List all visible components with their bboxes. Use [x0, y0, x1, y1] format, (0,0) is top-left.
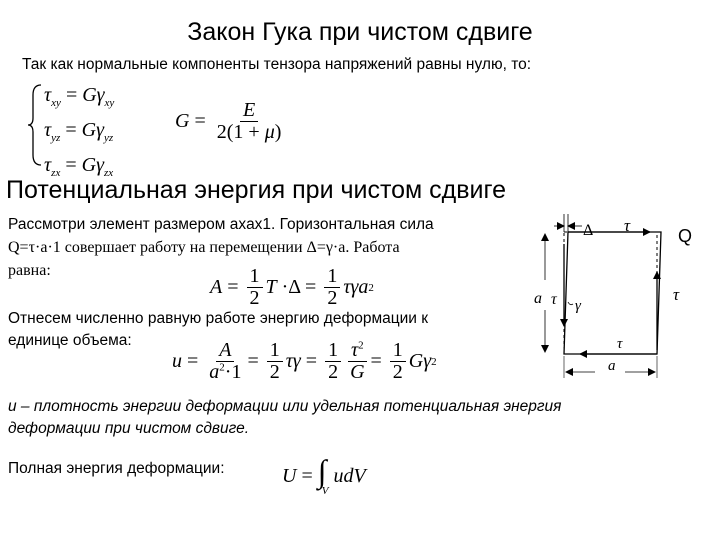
a-horizontal-label: a	[608, 358, 616, 374]
energy-density-eq: u = $\frac{A}{a^2\cdot 1}$ = $\frac{1}{2}$ τγ = $\frac{1}{2}$ $\frac{\tau^2}{G}$ = $\frac{1}{2}$ Gγ 2	[172, 339, 437, 383]
slide-title: Закон Гука при чистом сдвиге	[187, 18, 533, 46]
tau-bottom-label: τ	[617, 336, 623, 352]
para2-line2: единице объема:	[8, 332, 132, 349]
shear-modulus-eq: G = $\frac{E}{2(1 + \mu)}$	[175, 99, 282, 143]
para2-line1: Отнесем численно равную работе энергию деформации к	[8, 310, 428, 327]
Q-label: Q	[678, 226, 693, 246]
intro-text: Так как нормальные компоненты тензора напряжений равны нулю, то:	[22, 56, 532, 73]
gamma-label: γ	[575, 298, 581, 314]
tau-left-label: τ	[551, 291, 557, 308]
hooke-system	[26, 82, 166, 179]
total-energy-label: Полная энергия деформации:	[8, 460, 225, 477]
hooke-eq-zx: $\tau_{zx} = G\gamma_{zx}$	[44, 154, 114, 179]
section-title: Потенциальная энергия при чистом сдвиге	[6, 176, 506, 204]
tau-top-label: τ	[624, 216, 631, 235]
definition-line1: u – плотность энергии деформации или удельная потенциальная энергия	[8, 398, 562, 415]
hooke-eq-xy: $\tau_{xy} = G\gamma_{xy}$	[44, 84, 115, 109]
para1-line1: Рассмотри элемент размером аxаx1. Горизонтальная сила	[8, 216, 434, 233]
hooke-eq-yz: $\tau_{yz} = G\gamma_{yz}$	[44, 119, 114, 144]
tau-right-label: τ	[673, 285, 680, 304]
para1-line2: Q=τ·a·1 совершает работу на перемещении Δ=γ·a. Работа	[8, 239, 400, 256]
shear-element-diagram	[520, 210, 720, 385]
para1-line3: равна:	[8, 262, 51, 279]
delta-label: Δ	[583, 222, 594, 239]
brace-icon	[26, 82, 46, 168]
total-energy-eq: U = ∫ V udV	[282, 453, 366, 497]
definition-line2: деформации при чистом сдвиге.	[8, 420, 250, 437]
work-eq: A = $\frac{1}{2}$ T ·Δ = $\frac{1}{2}$ τγa 2	[210, 265, 374, 309]
original-element	[564, 232, 657, 354]
deformed-element	[564, 232, 661, 354]
a-vertical-label: a	[534, 290, 542, 307]
